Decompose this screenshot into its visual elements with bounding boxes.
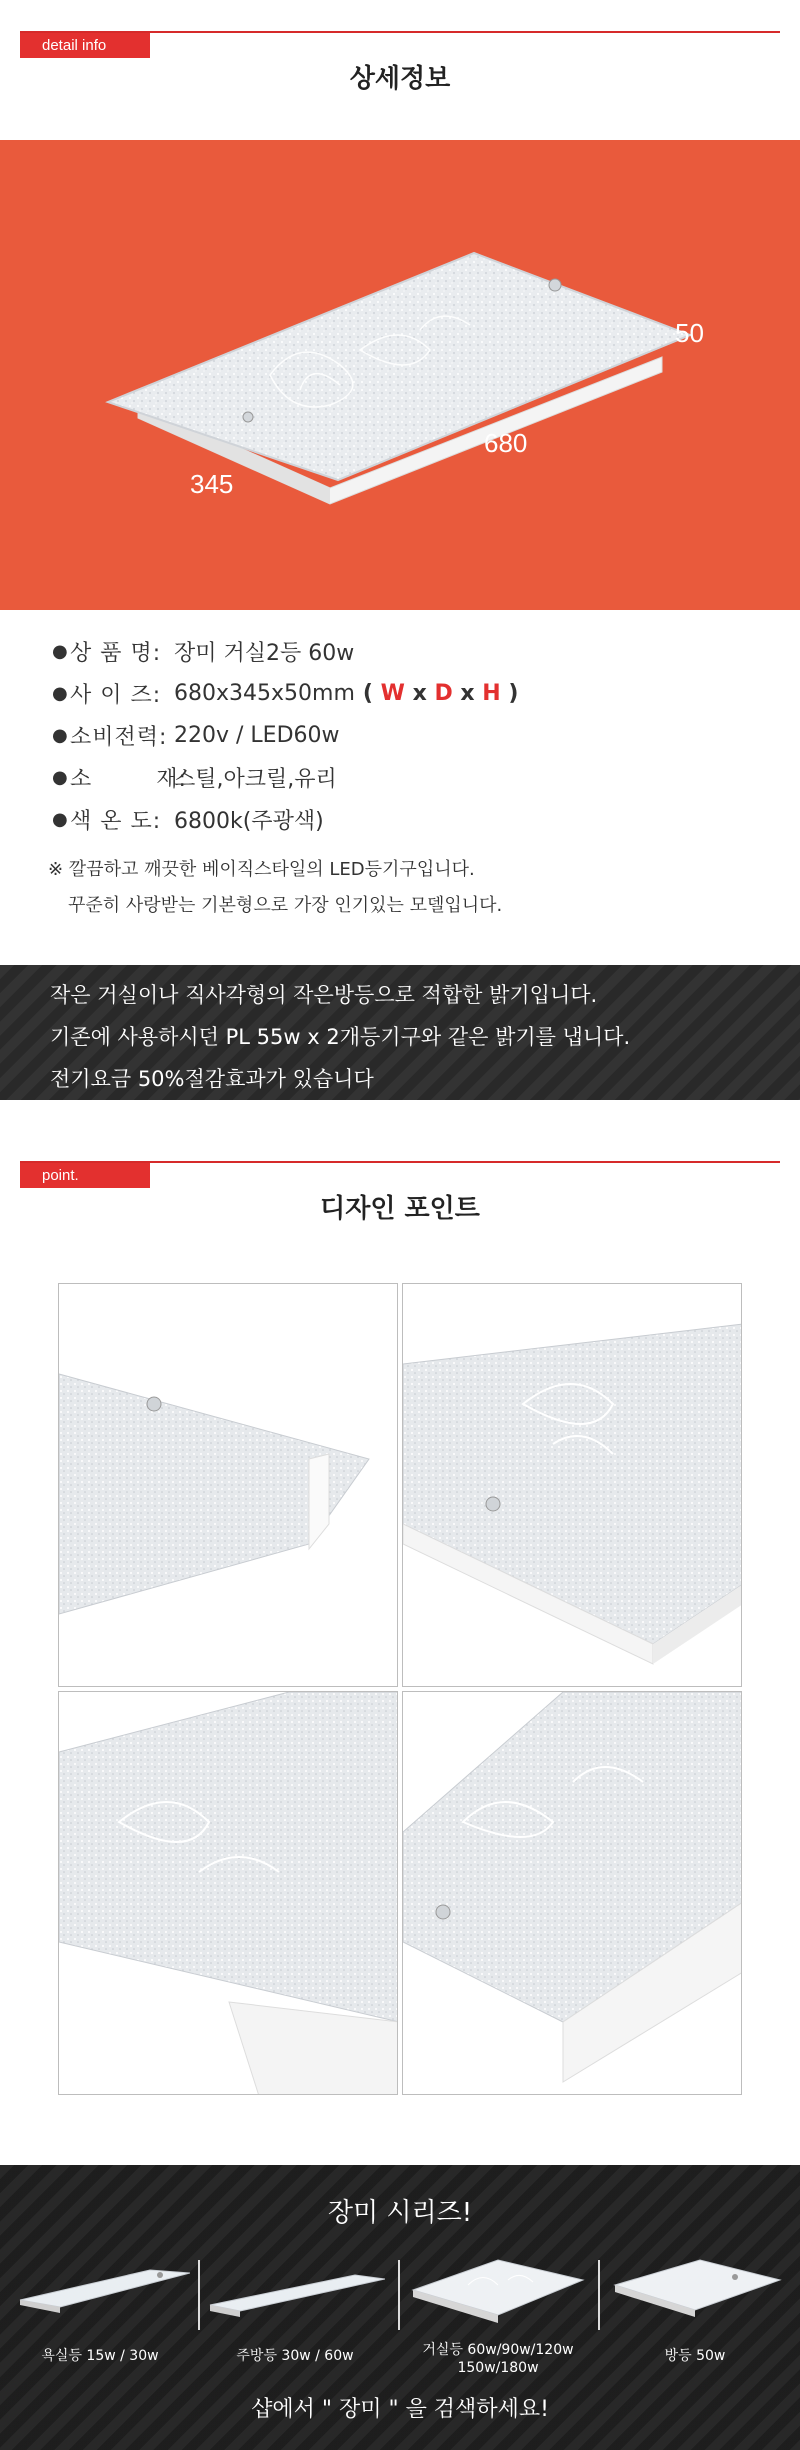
detail-photo-4 xyxy=(402,1691,742,2095)
series-divider xyxy=(398,2260,400,2330)
info-line-2: 기존에 사용하시던 PL 55w x 2개등기구와 같은 밝기를 냅니다. xyxy=(50,1025,631,1049)
depth-dimension: 345 xyxy=(190,469,234,499)
point-header xyxy=(20,1150,780,1186)
detail-photo-2 xyxy=(402,1283,742,1687)
info-band xyxy=(0,965,800,1100)
product-image xyxy=(0,140,800,610)
info-line-3: 전기요금 50%절감효과가 있습니다 xyxy=(50,1067,374,1091)
bath-lamp-image xyxy=(10,2245,190,2335)
search-guide-message: 샵에서 " 장미 " 을 검색하세요! xyxy=(251,2397,549,2422)
series-product-kitchen[interactable]: 주방등 30w / 60w xyxy=(205,2245,385,2365)
size-legend: ( W x D x H ) xyxy=(362,680,519,706)
design-point-grid xyxy=(58,1283,742,2095)
spec-list xyxy=(52,630,772,840)
detail-info-header xyxy=(20,20,780,56)
detail-photo-3 xyxy=(58,1691,398,2095)
series-product-room[interactable]: 방등 50w xyxy=(605,2245,785,2365)
series-living-caption: 거실등 60w/90w/120w 150w/180w xyxy=(422,2342,574,2376)
spec-row-material: ● 소 재: 스틸,아크릴,유리 xyxy=(52,766,337,792)
room-lamp-image xyxy=(605,2245,785,2335)
info-line-1: 작은 거실이나 직사각형의 작은방등으로 적합한 밝기입니다. xyxy=(50,983,598,1007)
spec-row-power: ● 소비전력: 220v / LED60w xyxy=(52,722,340,750)
spec-row-color-temp: ● 색 온 도: 6800k(주광색) xyxy=(52,808,324,834)
width-dimension: 680 xyxy=(484,428,528,458)
series-product-bath[interactable]: 욕실등 15w / 30w xyxy=(10,2245,190,2365)
series-divider xyxy=(198,2260,200,2330)
detail-info-tag: detail info xyxy=(20,33,150,58)
product-hero xyxy=(0,140,800,610)
series-divider xyxy=(598,2260,600,2330)
series-title: 장미 시리즈! xyxy=(327,2198,473,2228)
kitchen-lamp-image xyxy=(205,2245,385,2335)
spec-row-name: ● 상 품 명: 장미 거실2등 60w xyxy=(52,640,355,666)
detail-title: 상세정보 xyxy=(349,64,451,94)
series-product-living[interactable] xyxy=(408,2245,588,2376)
living-lamp-image xyxy=(408,2245,588,2335)
note-line-1: ※ 깔끔하고 깨끗한 베이직스타일의 LED등기구입니다. xyxy=(48,859,475,880)
note-line-2: 꾸준히 사랑받는 기본형으로 가장 인기있는 모델입니다. xyxy=(68,895,503,916)
height-dimension: 50 xyxy=(675,318,704,348)
spec-row-size: ● 사 이 즈: 680x345x50mm ( W x D x H ) xyxy=(52,680,519,708)
detail-photo-1 xyxy=(58,1283,398,1687)
point-tag: point. xyxy=(20,1163,150,1188)
point-title: 디자인 포인트 xyxy=(320,1194,480,1224)
